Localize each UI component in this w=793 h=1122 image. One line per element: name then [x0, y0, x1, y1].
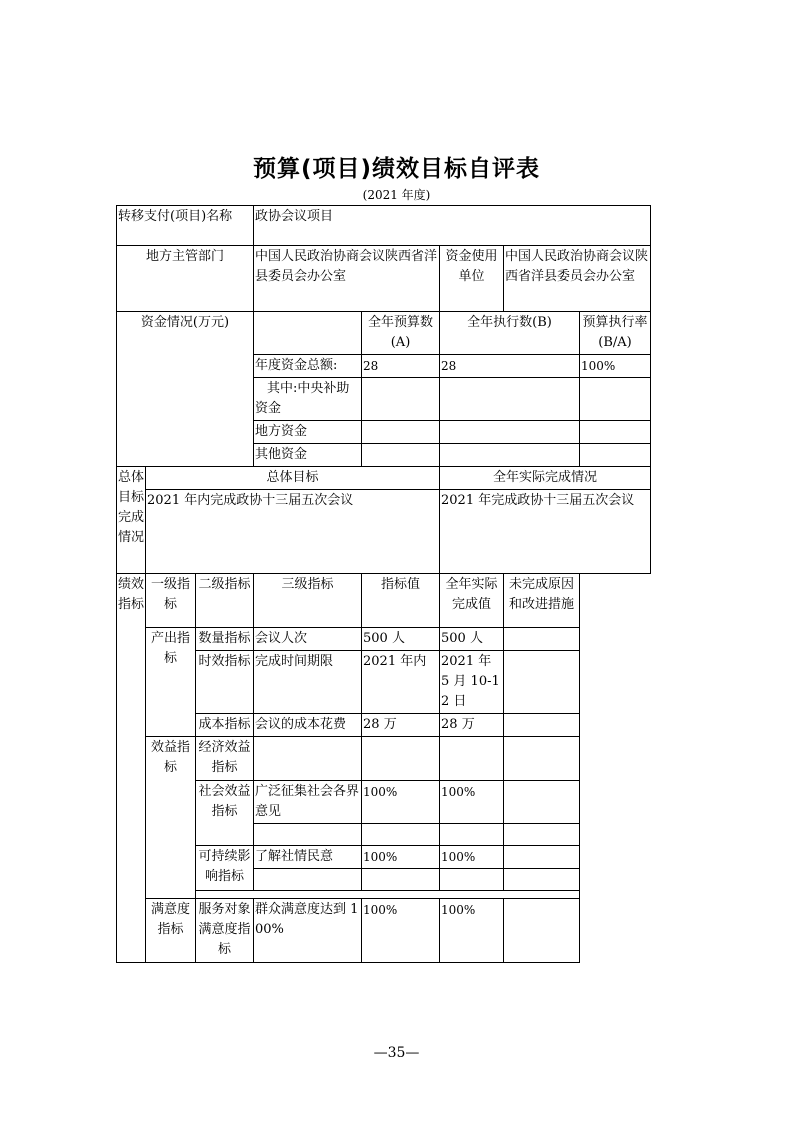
indicator-l3: 广泛征集社会各界意见 — [254, 781, 362, 824]
indicator-row — [117, 737, 651, 781]
unit-value: 中国人民政治协商会议陕西省洋县委员会办公室 — [504, 246, 651, 312]
indicator-actual: 500 人 — [440, 628, 504, 651]
indicator-actual: 100% — [440, 899, 504, 963]
indicator-row — [117, 628, 651, 651]
indicator-l2: 成本指标 — [196, 714, 254, 737]
indicator-l3: 完成时间期限 — [254, 651, 362, 714]
header-reason: 未完成原因和改进措施 — [504, 574, 580, 628]
indicator-l2: 社会效益指标 — [196, 781, 254, 846]
indicator-l2: 时效指标 — [196, 651, 254, 714]
indicator-l3: 群众满意度达到 100% — [254, 899, 362, 963]
funds-row-label: 其他资金 — [254, 444, 362, 467]
goal-target-value: 2021 年内完成政协十三届五次会议 — [146, 490, 440, 574]
indicator-row — [117, 714, 651, 737]
unit-label: 资金使用单位 — [440, 246, 504, 312]
indicator-row — [117, 781, 651, 824]
indicator-value — [362, 737, 440, 781]
indicator-actual: 100% — [440, 781, 504, 824]
indicator-l2: 经济效益指标 — [196, 737, 254, 781]
indicator-row-blank — [117, 891, 651, 899]
indicator-l3: 了解社情民意 — [254, 846, 362, 869]
project-label: 转移支付(项目)名称 — [117, 206, 254, 246]
indicator-reason — [504, 737, 580, 781]
funds-col-a: 全年预算数(A) — [362, 312, 440, 355]
indicator-l2: 数量指标 — [196, 628, 254, 651]
funds-row-b — [440, 378, 580, 421]
page-title: 预算(项目)绩效目标自评表 — [252, 156, 541, 182]
funds-row-a — [362, 444, 440, 467]
indicator-l3: 会议人次 — [254, 628, 362, 651]
goal-target-header: 总体目标 — [146, 467, 440, 490]
indicator-reason — [504, 628, 580, 651]
indicator-l2: 服务对象满意度指标 — [196, 899, 254, 963]
indicator-row — [117, 846, 651, 869]
indicator-reason — [504, 781, 580, 824]
indicator-value: 100% — [362, 846, 440, 869]
funds-row-a — [362, 378, 440, 421]
indicator-l3: 会议的成本花费 — [254, 714, 362, 737]
indicator-l2: 可持续影响指标 — [196, 846, 254, 891]
funds-col-rate: 预算执行率(B/A) — [580, 312, 651, 355]
funds-row-rate — [580, 378, 651, 421]
funds-row-rate — [580, 444, 651, 467]
year-label: (2021 年度) — [362, 188, 431, 202]
indicators-label: 绩效指标 — [117, 574, 146, 963]
funds-row-rate: 100% — [580, 355, 651, 378]
project-value: 政协会议项目 — [254, 206, 651, 246]
funds-row-b — [440, 421, 580, 444]
indicator-actual: 28 万 — [440, 714, 504, 737]
satisfaction-label: 满意度指标 — [146, 899, 196, 963]
indicator-l3 — [254, 737, 362, 781]
indicator-value: 28 万 — [362, 714, 440, 737]
indicator-actual: 100% — [440, 846, 504, 869]
benefit-label: 效益指标 — [146, 737, 196, 899]
indicator-value: 100% — [362, 899, 440, 963]
indicator-reason — [504, 714, 580, 737]
funds-row-a — [362, 421, 440, 444]
goal-actual-value: 2021 年完成政协十三届五次会议 — [440, 490, 651, 574]
goal-label: 总体目标完成情况 — [117, 467, 146, 574]
output-label: 产出指标 — [146, 628, 196, 737]
indicator-reason — [504, 846, 580, 869]
funds-row-a: 28 — [362, 355, 440, 378]
header-l2: 二级指标 — [196, 574, 254, 628]
funds-row-rate — [580, 421, 651, 444]
funds-col-b: 全年执行数(B) — [440, 312, 580, 355]
funds-row-label: 年度资金总额: — [254, 355, 362, 378]
indicator-reason — [504, 651, 580, 714]
header-l3: 三级指标 — [254, 574, 362, 628]
indicator-row — [117, 651, 651, 714]
indicator-row — [117, 899, 651, 963]
dept-value: 中国人民政治协商会议陕西省洋县委员会办公室 — [254, 246, 440, 312]
indicator-value: 500 人 — [362, 628, 440, 651]
funds-row-b: 28 — [440, 355, 580, 378]
evaluation-table — [116, 205, 651, 963]
funds-header-blank — [254, 312, 362, 355]
funds-row-label: 其中:中央补助资金 — [254, 378, 362, 421]
funds-label: 资金情况(万元) — [117, 312, 254, 467]
header-actual: 全年实际完成值 — [440, 574, 504, 628]
header-l1: 一级指标 — [146, 574, 196, 628]
funds-row-b — [440, 444, 580, 467]
indicator-actual: 2021 年 5 月 10-12 日 — [440, 651, 504, 714]
page-number: —35— — [373, 1045, 420, 1061]
indicator-reason — [504, 899, 580, 963]
goal-actual-header: 全年实际完成情况 — [440, 467, 651, 490]
indicator-actual — [440, 737, 504, 781]
indicator-value: 2021 年内 — [362, 651, 440, 714]
funds-row-label: 地方资金 — [254, 421, 362, 444]
indicator-value: 100% — [362, 781, 440, 824]
dept-label: 地方主管部门 — [117, 246, 254, 312]
header-value: 指标值 — [362, 574, 440, 628]
